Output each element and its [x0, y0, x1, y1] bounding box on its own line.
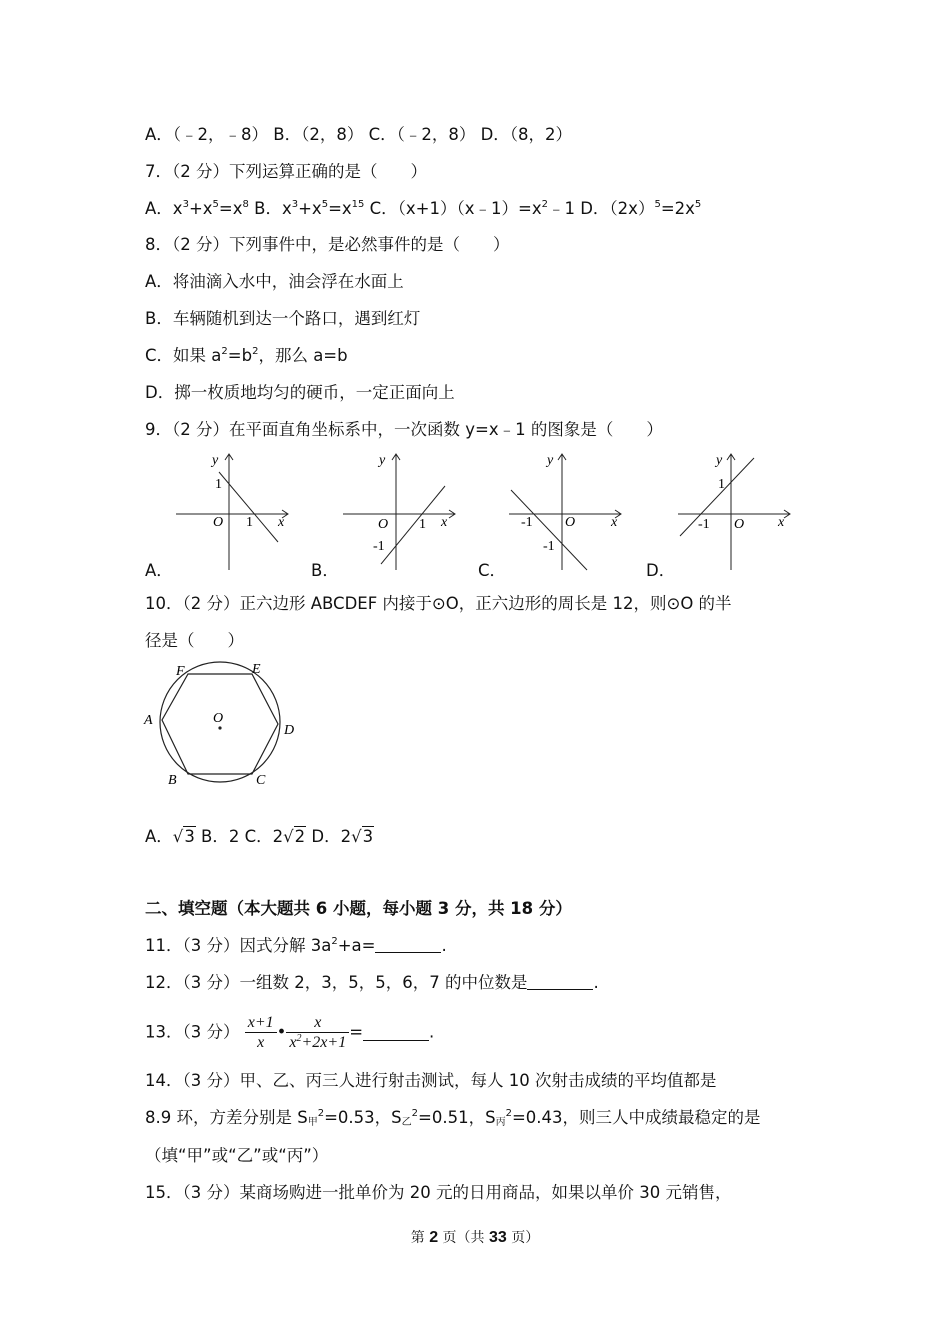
origin-label: O	[378, 517, 389, 532]
q9-label-c: C．	[478, 561, 507, 580]
q10-hexagon-figure	[140, 658, 305, 790]
x-axis-label: x	[778, 515, 785, 530]
q9-label-b: B．	[311, 561, 339, 580]
q12: 12．（3 分）一组数 2，3，5，5，6，7 的中位数是 .	[145, 973, 599, 992]
vertex-e: E	[252, 662, 261, 677]
q13: 13．（3 分） $\frac{x+1}{x}$ • $\frac{x}{x^2+2x+1}$ = .	[145, 1014, 435, 1051]
answer-blank	[527, 973, 593, 990]
y-axis-label: y	[716, 453, 723, 468]
fraction-2: $\frac{x}{x^2+2x+1}$	[286, 1013, 349, 1052]
origin-label: O	[213, 515, 224, 530]
q7-stem: 7．（2 分）下列运算正确的是（ ）	[145, 162, 427, 181]
q8-option-d: D．掷一枚质地均匀的硬币，一定正面向上	[145, 383, 455, 402]
vertex-c: C	[256, 773, 266, 788]
q14-line3: （填“甲”或“乙”或“丙”）	[145, 1146, 329, 1165]
q8-stem: 8．（2 分）下列事件中，是必然事件的是（ ）	[145, 235, 510, 254]
y-intercept-label: 1	[215, 477, 222, 492]
q8-option-c: C．如果 $a^2=b^2$，那么 a=b	[145, 346, 348, 365]
q11: 11．（3 分）因式分解 $3a^2+a=$ .	[145, 936, 447, 955]
q9-graph-b	[337, 450, 462, 575]
x-axis-label: x	[611, 515, 618, 530]
x-intercept-label: 1	[246, 515, 253, 530]
q14-line1: 14．（3 分）甲、乙、丙三人进行射击测试，每人 10 次射击成绩的平均值都是	[145, 1071, 717, 1090]
q15-line1: 15．（3 分）某商场购进一批单价为 20 元的日用商品，如果以单价 30 元销售，	[145, 1183, 732, 1202]
x-intercept-label: 1	[419, 517, 426, 532]
q8-option-b: B．车辆随机到达一个路口，遇到红灯	[145, 309, 421, 328]
x-intercept-label: -1	[521, 515, 533, 530]
q10-options: A．√3 B．2 C．2√2 D．2√3	[145, 827, 374, 846]
y-intercept-label: -1	[543, 539, 555, 554]
vertex-d: D	[284, 723, 295, 738]
origin-label: O	[565, 515, 576, 530]
q8-option-a: A．将油滴入水中，油会浮在水面上	[145, 272, 404, 291]
q9-stem: 9．（2 分）在平面直角坐标系中，一次函数 y=x﹣1 的图象是（ ）	[145, 420, 663, 439]
center-o: O	[213, 711, 224, 726]
q6-options: A．（﹣2，﹣8） B．（2，8） C．（﹣2，8） D．（8，2）	[145, 125, 573, 144]
q9-label-d: D．	[646, 561, 676, 580]
page-footer: 第 2 页（共 33 页）	[410, 1229, 540, 1246]
answer-blank	[375, 936, 441, 953]
q7-options: A．$x^3+x^5=x^8$ B．$x^3+x^5=x^{15}$ C．$(x+1)(x﹣1)=x^2﹣1$ D．$(2x)^5=2x^5$	[145, 199, 702, 218]
x-axis-label: x	[278, 515, 285, 530]
fraction-1: $\frac{x+1}{x}$	[245, 1013, 277, 1052]
x-axis-label: x	[441, 515, 448, 530]
vertex-a: A	[144, 713, 153, 728]
q9-graph-a	[170, 450, 295, 575]
vertex-f: F	[176, 664, 185, 679]
q10-stem-line2: 径是（ ）	[145, 631, 244, 650]
x-intercept-label: -1	[698, 517, 710, 532]
y-intercept-label: -1	[373, 539, 385, 554]
answer-blank	[363, 1024, 429, 1041]
y-axis-label: y	[547, 453, 554, 468]
q14-line2: 8.9 环，方差分别是 $S_甲^2=0.53$，$S_乙^2=0.51$，$S_丙^2=0.43$，则三人中成绩最稳定的是	[145, 1108, 761, 1128]
y-axis-label: y	[212, 453, 219, 468]
q9-graph-d	[672, 450, 797, 575]
vertex-b: B	[168, 773, 177, 788]
q9-label-a: A．	[145, 561, 173, 580]
y-intercept-label: 1	[718, 477, 725, 492]
origin-label: O	[734, 517, 745, 532]
y-axis-label: y	[379, 453, 386, 468]
q10-stem-line1: 10．（2 分）正六边形 ABCDEF 内接于⊙O，正六边形的周长是 12，则⊙O 的半	[145, 594, 732, 613]
q9-graph-c	[503, 450, 628, 575]
section-2-heading: 二、填空题（本大题共 6 小题，每小题 3 分，共 18 分）	[145, 899, 572, 918]
